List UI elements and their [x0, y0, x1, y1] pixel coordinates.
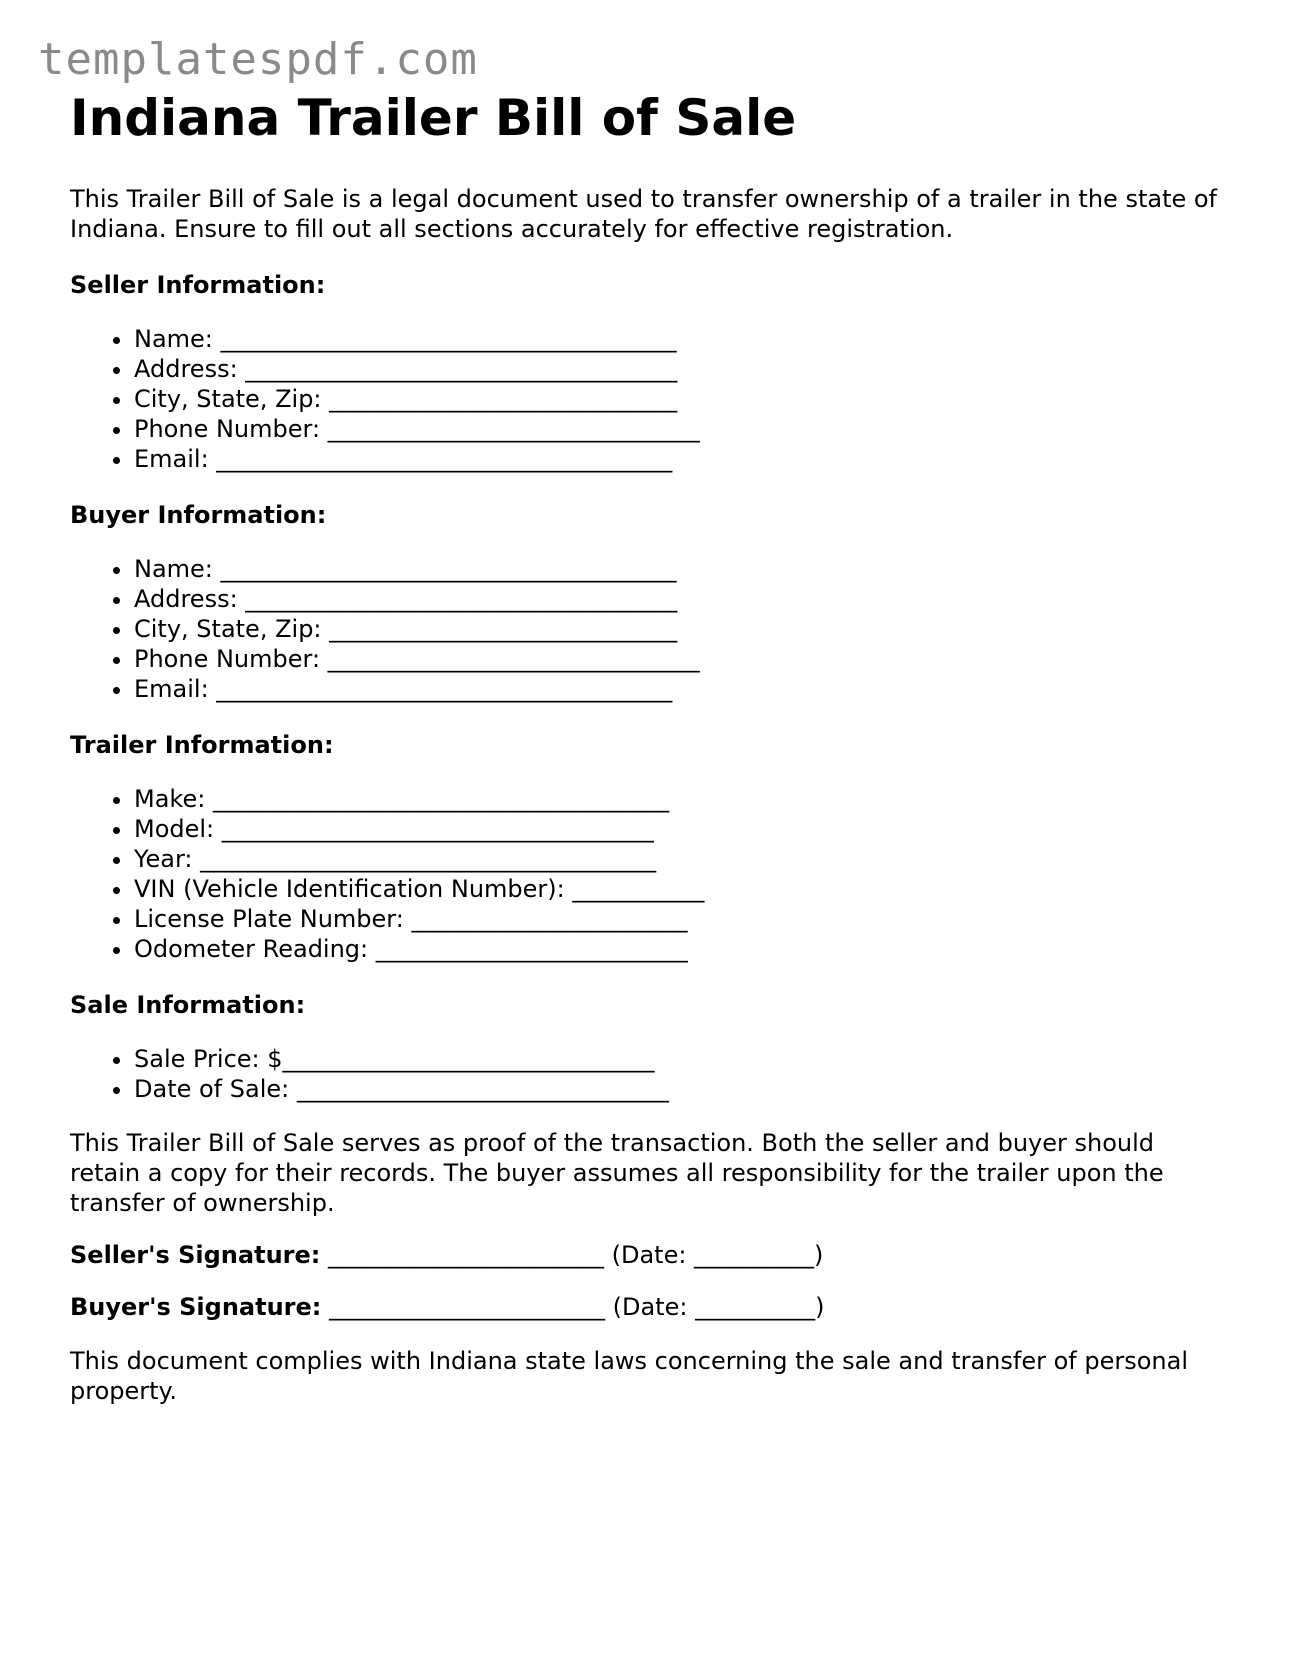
proof-paragraph: This Trailer Bill of Sale serves as proof of the transaction. Both the seller and buyer should retain a copy for their records. The buyer assumes all responsibility for the trailer upon the transfer of ownership.: [70, 1129, 1164, 1217]
seller-address-field: • Address: ____________________________________: [134, 354, 1230, 384]
intro-paragraph: This Trailer Bill of Sale is a legal document used to transfer ownership of a trailer in the state of Indiana. Ensure to fill out all sections accurately for effective registration.: [70, 185, 1218, 243]
trailer-model-field: • Model: ____________________________________: [134, 814, 1230, 844]
trailer-make-field: • Make: ______________________________________: [134, 784, 1230, 814]
seller-phone-field: • Phone Number: _______________________________: [134, 414, 1230, 444]
seller-field-list: [70, 324, 1230, 474]
sale-field-list: [70, 1044, 1230, 1104]
buyer-signature-label: Buyer's Signature:: [70, 1293, 322, 1321]
seller-signature-line: [70, 1240, 1230, 1270]
seller-section-heading: Seller Information:: [70, 271, 326, 299]
buyer-signature-blank: _______________________ (Date: __________): [321, 1293, 825, 1321]
sale-date-field: • Date of Sale: _______________________________: [134, 1074, 1230, 1104]
trailer-license-plate-field: • License Plate Number: _______________________: [134, 904, 1230, 934]
seller-signature-blank: _______________________ (Date: __________): [320, 1241, 824, 1269]
seller-signature-label: Seller's Signature:: [70, 1241, 321, 1269]
closing-paragraph: This document complies with Indiana state laws concerning the sale and transfer of personal property.: [70, 1347, 1189, 1405]
buyer-signature-line: [70, 1292, 1230, 1322]
buyer-section-heading: Buyer Information:: [70, 501, 327, 529]
buyer-email-field: • Email: ______________________________________: [134, 674, 1230, 704]
trailer-year-field: • Year: ______________________________________: [134, 844, 1230, 874]
trailer-section-heading: Trailer Information:: [70, 731, 334, 759]
trailer-odometer-field: • Odometer Reading: __________________________: [134, 934, 1230, 964]
buyer-name-field: • Name: ______________________________________: [134, 554, 1230, 584]
sale-price-field: • Sale Price: $_______________________________: [134, 1044, 1230, 1074]
document-page: [70, 88, 1230, 1406]
watermark-text: templatespdf.com: [38, 34, 478, 85]
buyer-phone-field: • Phone Number: _______________________________: [134, 644, 1230, 674]
trailer-field-list: [70, 784, 1230, 964]
seller-city-state-zip-field: • City, State, Zip: _____________________________: [134, 384, 1230, 414]
seller-name-field: • Name: ______________________________________: [134, 324, 1230, 354]
seller-email-field: • Email: ______________________________________: [134, 444, 1230, 474]
sale-section-heading: Sale Information:: [70, 991, 306, 1019]
document-title: Indiana Trailer Bill of Sale: [70, 89, 797, 147]
buyer-address-field: • Address: ____________________________________: [134, 584, 1230, 614]
trailer-vin-field: • VIN (Vehicle Identification Number): ___________: [134, 874, 1230, 904]
buyer-field-list: [70, 554, 1230, 704]
buyer-city-state-zip-field: • City, State, Zip: _____________________________: [134, 614, 1230, 644]
